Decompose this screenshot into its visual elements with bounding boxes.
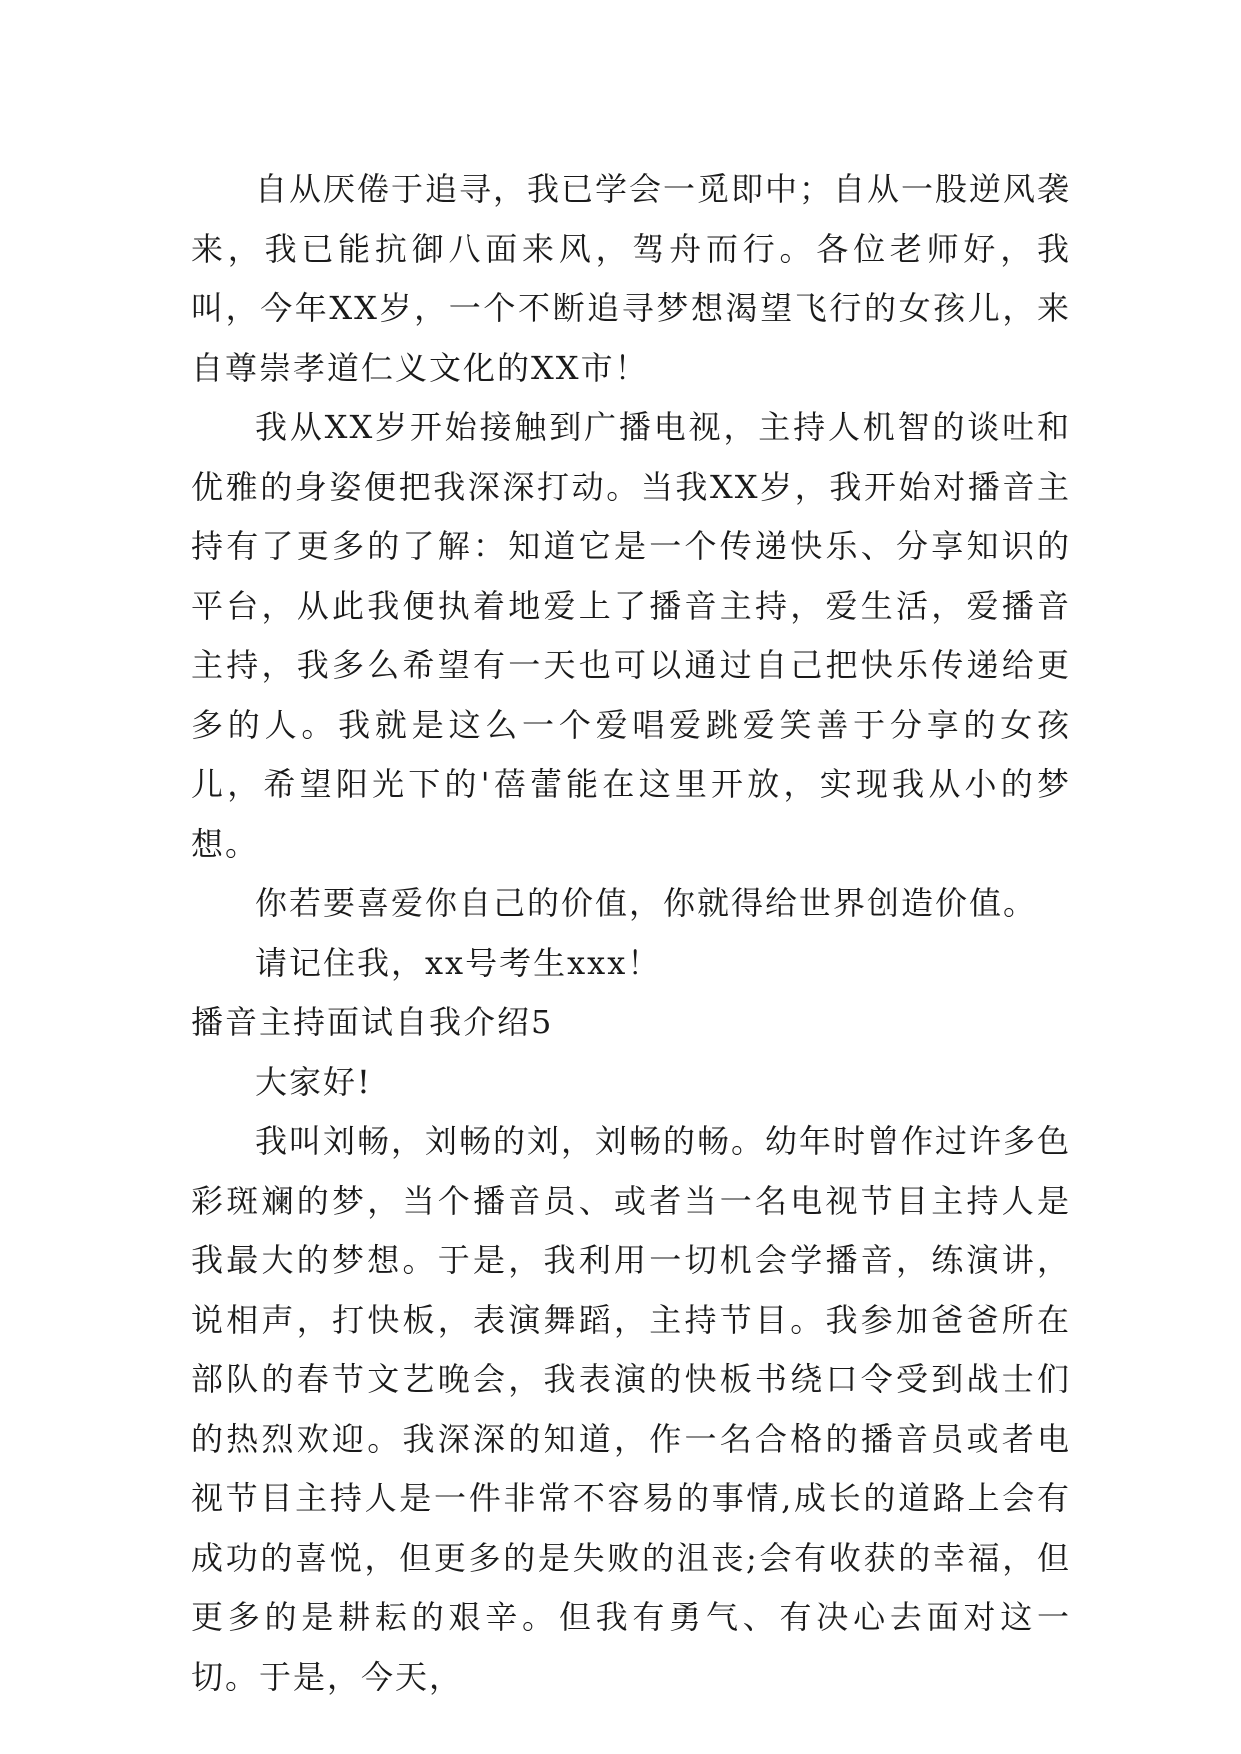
paragraph-value-quote: 你若要喜爱你自己的价值，你就得给世界创造价值。 xyxy=(255,884,1038,922)
paragraph-remember-me: 请记住我，xx号考生xxx！ xyxy=(255,943,662,982)
paragraph-liu-chang: 我叫刘畅，刘畅的刘，刘畅的畅。幼年时曾作过许多色彩斑斓的梦，当个播音员、或者当一名电视节目主持人是我最大的梦想。于是，我利用一切机会学播音，练演讲，说相声，打快板，表演舞蹈，主持节目。我参加爸爸所在部队的春节文艺晚会，我表演的快板书绕口令受到战士们的热烈欢迎。我深深的知道，作一名合格的播音员或者电视节目主持人是一件非常不容易的事情,成长的道路上会有成功的喜悦，但更多的是失败的沮丧;会有收获的幸福，但更多的是耕耘的艰辛。但我有勇气、有决心去面对这一切。于是，今天， xyxy=(191,1122,1072,1696)
document-body xyxy=(191,160,1071,1707)
paragraph-intro: 自从厌倦于追寻，我已学会一觅即中；自从一股逆风袭来，我已能抗御八面来风，驾舟而行。各位老师好，我叫，今年XX岁，一个不断追寻梦想渴望飞行的女孩儿，来自尊崇孝道仁义文化的XX市！ xyxy=(191,170,1072,387)
section-title: 播音主持面试自我介绍5 xyxy=(191,1003,554,1041)
paragraph-broadcasting-dream: 我从XX岁开始接触到广播电视，主持人机智的谈吐和优雅的身姿便把我深深打动。当我XX岁，我开始对播音主持有了更多的了解：知道它是一个传递快乐、分享知识的平台，从此我便执着地爱上了播音主持，爱生活，爱播音主持，我多么希望有一天也可以通过自己把快乐传递给更多的人。我就是这么一个爱唱爱跳爱笑善于分享的女孩儿，希望阳光下的'蓓蕾能在这里开放，实现我从小的梦想。 xyxy=(191,408,1071,863)
paragraph-greeting: 大家好! xyxy=(255,1062,372,1101)
